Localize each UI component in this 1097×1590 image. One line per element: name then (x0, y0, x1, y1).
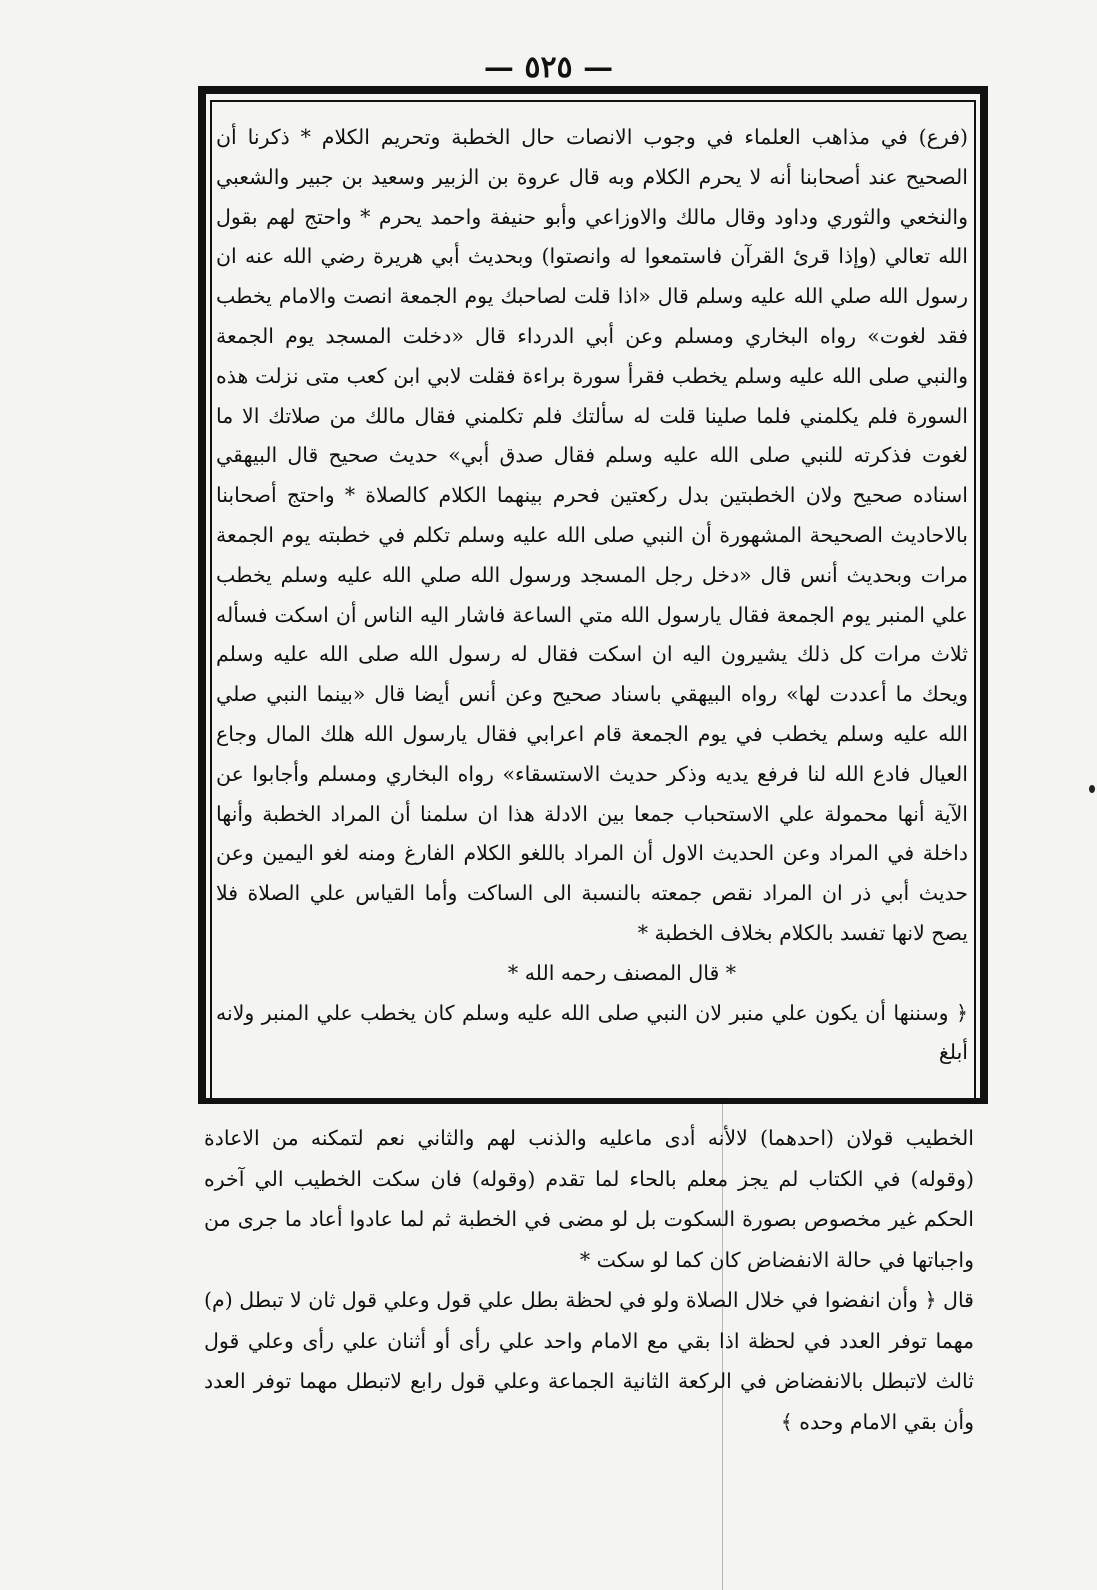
frame-inner-top-rule (210, 100, 976, 102)
frame-inner-right-rule (974, 100, 976, 1098)
commentary-block (204, 1118, 974, 1442)
commentary-paragraph-1: الخطيب قولان (احدهما) لالأنه أدى ماعليه والذنب لهم والثاني نعم لتمكنه من الاعادة (وقوله) في الكتاب لم يجز معلم بالحاء لما تقدم (وقوله) فان سكت الخطيب الي آخره الحكم غير مخصوص بصورة السكوت بل لو مضى في الخطبة ثم لما عادوا أعاد ما جرى من واجباتها في حالة الانفضاض كان كما لو سكت * (204, 1126, 974, 1272)
page-crease (722, 1098, 723, 1590)
author-heading: * قال المصنف رحمه الله * (507, 960, 737, 985)
main-quote: ﴿ وسننها أن يكون علي منبر لان النبي صلى الله عليه وسلم كان يخطب علي المنبر ولانه أبلغ (216, 1000, 968, 1065)
commentary-paragraph-2: قال ﴿ وأن انفضوا في خلال الصلاة ولو في لحظة بطل علي قول وعلي قول ثان لا تبطل (م) مهما توفر العدد في لحظة اذا بقي مع الامام واحد علي رأى أو أثنان علي رأى وعلي قول ثالث لاتبطل بالانفضاض في الركعة الثانية الجماعة وعلي قول رابع لاتبطل مهما توفر العدد وأن بقي الامام وحده ﴾ (204, 1288, 974, 1434)
main-paragraph: (فرع) في مذاهب العلماء في وجوب الانصات حال الخطبة وتحريم الكلام * ذكرنا أن الصحيح عند أصحابنا أنه لا يحرم الكلام وبه قال عروة بن الزبير وسعيد بن جبير والشعبي والنخعي والثوري وداود وقال مالك والاوزاعي وأبو حنيفة واحمد يحرم * واحتج لهم بقول الله تعالي (وإذا قرئ القرآن فاستمعوا له وانصتوا) وبحديث أبي هريرة رضي الله عنه ان رسول الله صلي الله عليه وسلم قال «اذا قلت لصاحبك يوم الجمعة انصت والامام يخطب فقد لغوت» رواه البخاري ومسلم وعن أبي الدرداء قال «دخلت المسجد يوم الجمعة والنبي صلى الله عليه وسلم يخطب فقرأ سورة براءة فقلت لابي ابن كعب متى نزلت هذه السورة فلم يكلمني فلما صلينا قلت له سألتك فلم تكلمني فقال مالك من صلاتك الا ما لغوت فذكرته للنبي صلى الله عليه وسلم فقال صدق أبي» حديث صحيح قال البيهقي اسناده صحيح ولان الخطبتين بدل ركعتين فحرم بينهما الكلام كالصلاة * واحتج أصحابنا بالاحاديث الصحيحة المشهورة أن النبي صلى الله عليه وسلم تكلم في خطبته يوم الجمعة مرات وبحديث أنس قال «دخل رجل المسجد ورسول الله صلي الله عليه وسلم يخطب علي المنبر يوم الجمعة فقال يارسول الله متي الساعة فاشار اليه الناس أن اسكت فسأله ثلاث مرات كل ذلك يشيرون اليه ان اسكت فقال له رسول الله صلى الله عليه وسلم ويحك ما أعددت لها» رواه البيهقي باسناد صحيح وعن أنس أيضا قال «بينما النبي صلي الله عليه وسلم يخطب في يوم الجمعة قام اعرابي فقال يارسول الله هلك المال وجاع العيال فادع الله لنا فرفع يديه وذكر حديث الاستسقاء» رواه البخاري ومسلم وأجابوا عن الآية أنها محمولة علي الاستحباب جمعا بين الادلة هذا ان سلمنا أن المراد الخطبة وأنها داخلة في المراد وعن الحديث الاول أن المراد باللغو الكلام الفارغ ومنه لغو اليمين وعن حديث أبي ذر ان المراد نقص جمعته بالنسبة الى الساكت وأما القياس علي الصلاة فلا يصح لانها تفسد بالكلام بخلاف الخطبة * (216, 125, 968, 945)
page-number: — ٥٢٥ — (483, 50, 614, 85)
section-divider (198, 1098, 988, 1104)
frame-inner-left-rule (210, 100, 212, 1098)
ink-speck (1089, 785, 1095, 793)
frame-right-border (980, 86, 988, 1102)
main-text-block (216, 118, 968, 1073)
frame-top-border (198, 86, 988, 94)
frame-left-border (198, 86, 206, 1102)
